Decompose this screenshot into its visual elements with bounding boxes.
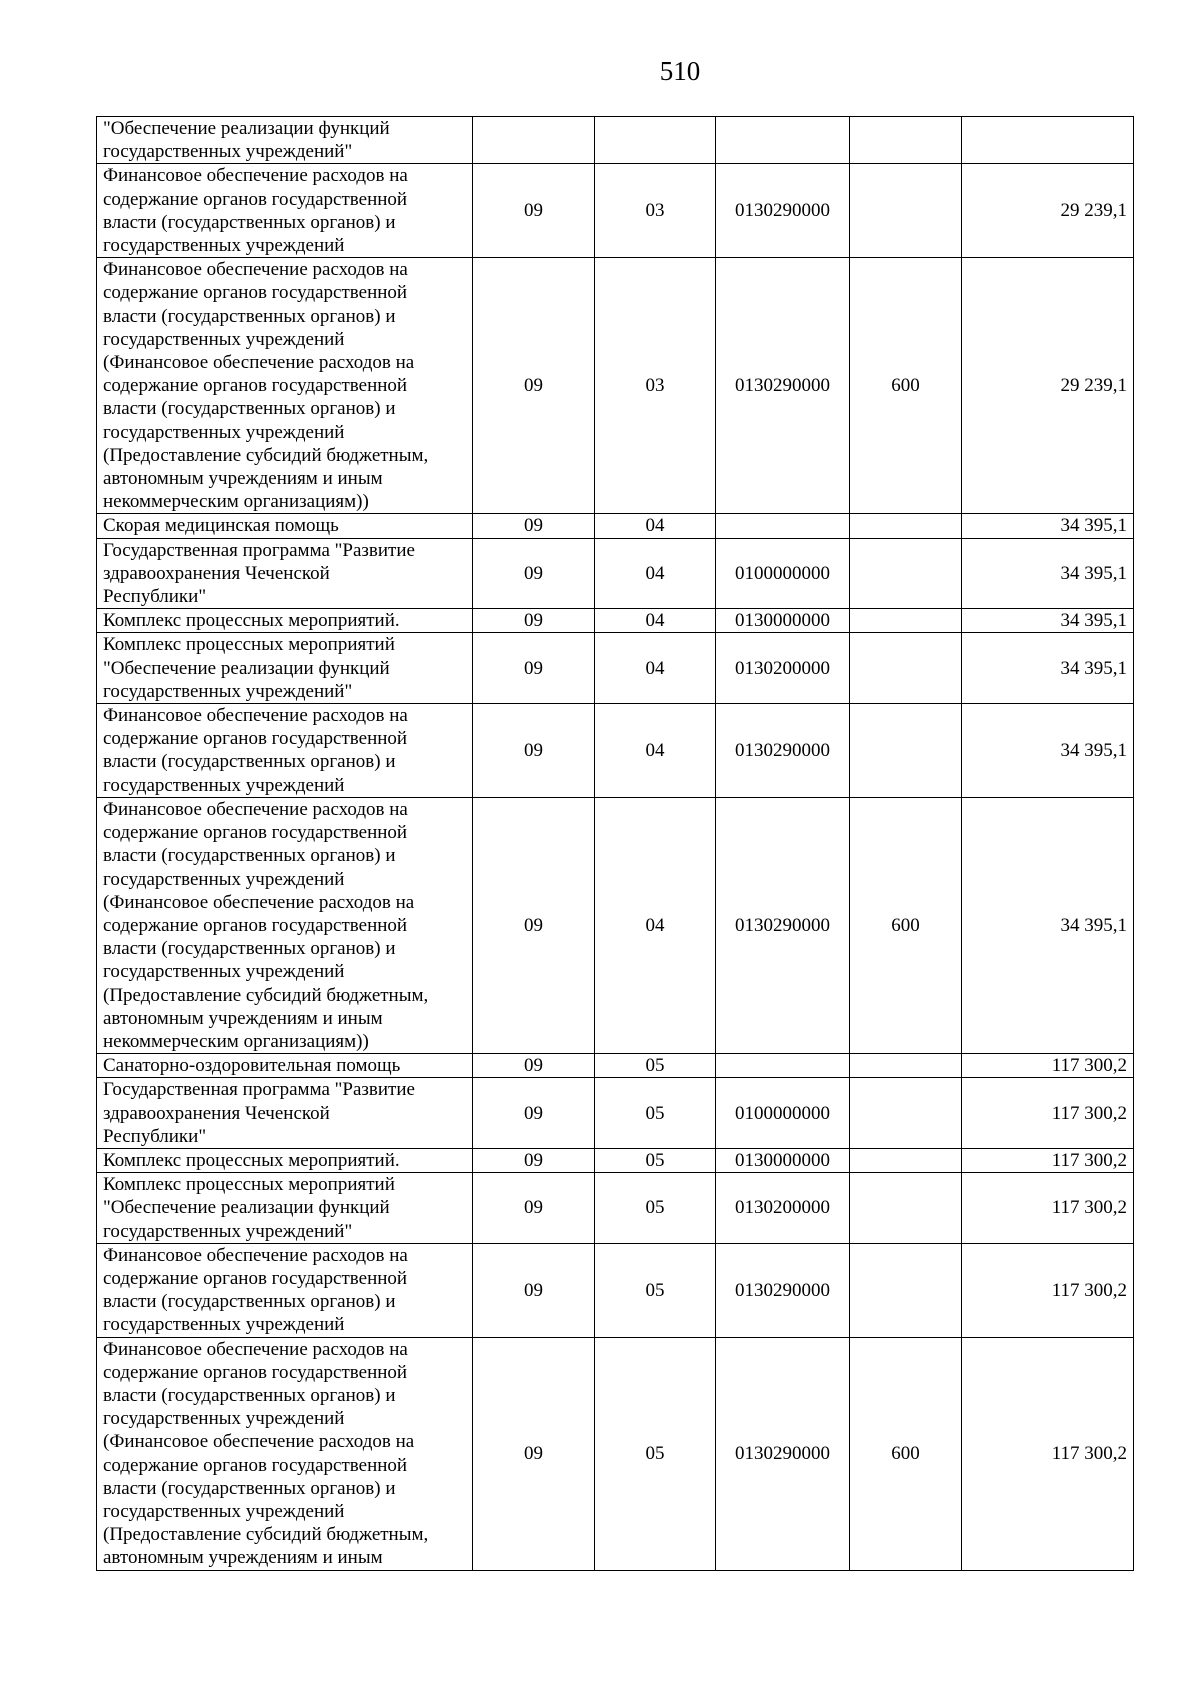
row-amount: 34 395,1 xyxy=(962,797,1134,1053)
table-row xyxy=(97,258,1134,514)
row-section: 09 xyxy=(473,514,595,538)
table-row xyxy=(97,609,1134,633)
row-amount: 34 395,1 xyxy=(962,704,1134,798)
row-subsection: 05 xyxy=(595,1148,716,1172)
row-section xyxy=(473,117,595,164)
table-row xyxy=(97,797,1134,1053)
row-expense-type xyxy=(850,538,962,609)
table-row xyxy=(97,164,1134,258)
table-row xyxy=(97,514,1134,538)
row-subsection: 05 xyxy=(595,1054,716,1078)
row-expense-type xyxy=(850,117,962,164)
page-number: 510 xyxy=(659,56,701,86)
row-target-article: 0130290000 xyxy=(716,704,850,798)
budget-table xyxy=(96,116,1134,1571)
row-amount: 117 300,2 xyxy=(962,1173,1134,1244)
row-expense-type: 600 xyxy=(850,1337,962,1570)
row-section: 09 xyxy=(473,1148,595,1172)
table-row xyxy=(97,1054,1134,1078)
row-name: Комплекс процессных мероприятий. xyxy=(97,609,473,633)
row-subsection xyxy=(595,117,716,164)
row-section: 09 xyxy=(473,164,595,258)
row-amount: 29 239,1 xyxy=(962,164,1134,258)
row-name: Финансовое обеспечение расходов на содержание органов государственной власти (государственных органов) и государственных учреждений xyxy=(97,164,473,258)
table-row xyxy=(97,1173,1134,1244)
row-section: 09 xyxy=(473,1173,595,1244)
table-row xyxy=(97,1337,1134,1570)
row-amount: 34 395,1 xyxy=(962,514,1134,538)
row-name: Комплекс процессных мероприятий "Обеспечение реализации функций государственных учреждений" xyxy=(97,633,473,704)
row-name: Комплекс процессных мероприятий. xyxy=(97,1148,473,1172)
row-section: 09 xyxy=(473,704,595,798)
row-subsection: 05 xyxy=(595,1078,716,1149)
row-expense-type xyxy=(850,1054,962,1078)
row-amount: 117 300,2 xyxy=(962,1337,1134,1570)
row-section: 09 xyxy=(473,1078,595,1149)
row-name: Финансовое обеспечение расходов на содержание органов государственной власти (государственных органов) и государственных учреждений (Финансовое обеспечение расходов на содержание органов государственной власти (государственных органов) и государственных учреждений (Предоставление субсидий бюджетным, автономным учреждениям и иным xyxy=(97,1337,473,1570)
row-subsection: 04 xyxy=(595,609,716,633)
row-section: 09 xyxy=(473,1054,595,1078)
row-subsection: 04 xyxy=(595,797,716,1053)
row-name: Государственная программа "Развитие здравоохранения Чеченской Республики" xyxy=(97,1078,473,1149)
row-target-article: 0130200000 xyxy=(716,633,850,704)
row-expense-type xyxy=(850,1078,962,1149)
row-name: Комплекс процессных мероприятий "Обеспечение реализации функций государственных учреждений" xyxy=(97,1173,473,1244)
row-name: Финансовое обеспечение расходов на содержание органов государственной власти (государственных органов) и государственных учреждений xyxy=(97,1243,473,1337)
row-amount: 34 395,1 xyxy=(962,609,1134,633)
row-subsection: 05 xyxy=(595,1337,716,1570)
row-expense-type xyxy=(850,164,962,258)
row-subsection: 03 xyxy=(595,164,716,258)
row-amount xyxy=(962,117,1134,164)
row-target-article: 0130000000 xyxy=(716,609,850,633)
row-target-article: 0100000000 xyxy=(716,1078,850,1149)
row-subsection: 04 xyxy=(595,704,716,798)
row-name: Санаторно-оздоровительная помощь xyxy=(97,1054,473,1078)
row-name: Финансовое обеспечение расходов на содержание органов государственной власти (государственных органов) и государственных учреждений (Финансовое обеспечение расходов на содержание органов государственной власти (государственных органов) и государственных учреждений (Предоставление субсидий бюджетным, автономным учреждениям и иным некоммерческим организациям)) xyxy=(97,797,473,1053)
row-subsection: 04 xyxy=(595,514,716,538)
row-section: 09 xyxy=(473,633,595,704)
row-subsection: 04 xyxy=(595,538,716,609)
row-expense-type: 600 xyxy=(850,258,962,514)
row-target-article: 0130290000 xyxy=(716,1337,850,1570)
row-target-article xyxy=(716,117,850,164)
row-expense-type: 600 xyxy=(850,797,962,1053)
row-subsection: 04 xyxy=(595,633,716,704)
table-row xyxy=(97,633,1134,704)
row-expense-type xyxy=(850,514,962,538)
row-section: 09 xyxy=(473,797,595,1053)
row-expense-type xyxy=(850,1173,962,1244)
row-amount: 117 300,2 xyxy=(962,1148,1134,1172)
row-target-article: 0130000000 xyxy=(716,1148,850,1172)
row-target-article: 0130290000 xyxy=(716,164,850,258)
row-name: Скорая медицинская помощь xyxy=(97,514,473,538)
row-expense-type xyxy=(850,609,962,633)
row-target-article: 0130290000 xyxy=(716,258,850,514)
table-row xyxy=(97,1243,1134,1337)
row-expense-type xyxy=(850,704,962,798)
table-row xyxy=(97,704,1134,798)
row-name: Государственная программа "Развитие здравоохранения Чеченской Республики" xyxy=(97,538,473,609)
row-subsection: 05 xyxy=(595,1243,716,1337)
row-amount: 29 239,1 xyxy=(962,258,1134,514)
row-target-article: 0130290000 xyxy=(716,1243,850,1337)
row-name: "Обеспечение реализации функций государственных учреждений" xyxy=(97,117,473,164)
row-amount: 117 300,2 xyxy=(962,1243,1134,1337)
table-row xyxy=(97,1078,1134,1149)
row-target-article: 0130290000 xyxy=(716,797,850,1053)
row-amount: 117 300,2 xyxy=(962,1054,1134,1078)
row-section: 09 xyxy=(473,538,595,609)
row-amount: 117 300,2 xyxy=(962,1078,1134,1149)
table-row xyxy=(97,117,1134,164)
row-subsection: 05 xyxy=(595,1173,716,1244)
row-expense-type xyxy=(850,633,962,704)
row-amount: 34 395,1 xyxy=(962,633,1134,704)
row-subsection: 03 xyxy=(595,258,716,514)
row-expense-type xyxy=(850,1148,962,1172)
row-name: Финансовое обеспечение расходов на содержание органов государственной власти (государственных органов) и государственных учреждений xyxy=(97,704,473,798)
row-section: 09 xyxy=(473,1337,595,1570)
row-name: Финансовое обеспечение расходов на содержание органов государственной власти (государственных органов) и государственных учреждений (Финансовое обеспечение расходов на содержание органов государственной власти (государственных органов) и государственных учреждений (Предоставление субсидий бюджетным, автономным учреждениям и иным некоммерческим организациям)) xyxy=(97,258,473,514)
row-amount: 34 395,1 xyxy=(962,538,1134,609)
table-row xyxy=(97,538,1134,609)
row-section: 09 xyxy=(473,258,595,514)
row-expense-type xyxy=(850,1243,962,1337)
row-section: 09 xyxy=(473,1243,595,1337)
row-target-article: 0100000000 xyxy=(716,538,850,609)
row-section: 09 xyxy=(473,609,595,633)
row-target-article: 0130200000 xyxy=(716,1173,850,1244)
row-target-article xyxy=(716,514,850,538)
row-target-article xyxy=(716,1054,850,1078)
table-row xyxy=(97,1148,1134,1172)
